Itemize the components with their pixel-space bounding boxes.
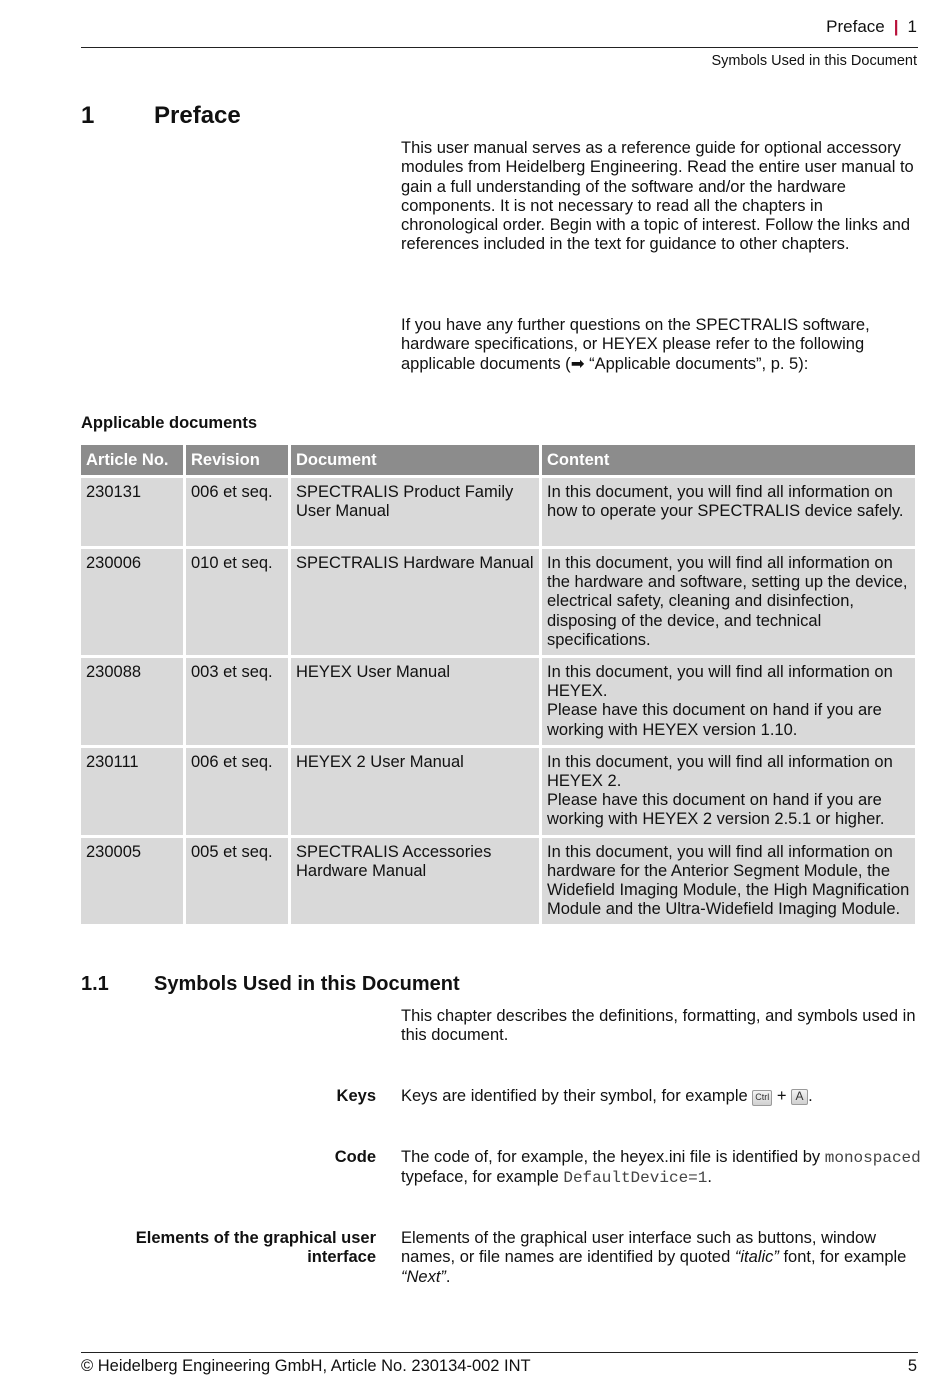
table-header-row — [81, 445, 915, 475]
column-header-article: Article No. — [81, 445, 183, 475]
cell-content-line: Please have this document on hand if you are working with HEYEX 2 version 2.5.1 or higher. — [547, 791, 885, 829]
cell-content-line: Please have this document on hand if you are working with HEYEX version 1.10. — [547, 701, 882, 739]
section-number: 1.1 — [81, 973, 109, 995]
code-text-2: typeface, for example — [401, 1168, 564, 1187]
header-separator: | — [893, 17, 899, 36]
ctrl-key-icon: Ctrl — [752, 1090, 772, 1106]
table-row — [81, 549, 915, 655]
cell-document: SPECTRALIS Accessories Hardware Manual — [291, 838, 539, 925]
column-header-content: Content — [542, 445, 915, 475]
cell-content: In this document, you will find all information on how to operate your SPECTRALIS device safely. — [542, 478, 915, 546]
code-mono-example-1: monospaced — [824, 1149, 921, 1167]
cell-revision: 005 et seq. — [186, 838, 288, 925]
code-text-1: The code of, for example, the heyex.ini file is identified by — [401, 1148, 825, 1166]
table-row — [81, 658, 915, 745]
cell-article: 230005 — [81, 838, 183, 925]
footer-divider — [81, 1352, 918, 1353]
keys-end: . — [808, 1087, 813, 1105]
cell-revision: 006 et seq. — [186, 478, 288, 546]
header-chapter: Preface — [826, 17, 885, 36]
cell-article: 230111 — [81, 748, 183, 835]
applicable-documents-table — [78, 442, 918, 927]
section-heading — [81, 973, 460, 996]
column-header-document: Document — [291, 445, 539, 475]
gui-italic-example-2: “Next” — [401, 1267, 446, 1286]
footer-page-number: 5 — [907, 1357, 917, 1375]
cell-content: In this document, you will find all information on hardware for the Anterior Segment Module, the Widefield Imaging Module, the High Magnification Module and the Ultra-Widefield Imaging Module. — [542, 838, 915, 925]
table-row — [81, 478, 915, 546]
cell-content-line: In this document, you will find all information on HEYEX 2. — [547, 752, 893, 791]
gui-text-1: Elements of the graphical user interface such as buttons, window names, or file names are identified by quoted — [401, 1229, 877, 1267]
intro-paragraph-2-end: ): — [798, 354, 809, 373]
code-end: . — [707, 1168, 712, 1187]
section-title: Symbols Used in this Document — [154, 973, 460, 995]
cell-document: SPECTRALIS Hardware Manual — [291, 549, 539, 655]
table-row — [81, 838, 915, 925]
cell-document: HEYEX User Manual — [291, 658, 539, 745]
symbols-intro: This chapter describes the definitions, formatting, and symbols used in this document. — [401, 1007, 916, 1045]
running-header — [826, 17, 917, 37]
keys-label: Keys — [336, 1087, 376, 1105]
gui-elements-label: Elements of the graphical user interface — [135, 1229, 376, 1267]
cell-content — [542, 748, 915, 835]
cell-revision: 010 et seq. — [186, 549, 288, 655]
cell-content — [542, 658, 915, 745]
column-header-revision: Revision — [186, 445, 288, 475]
cell-content-line: In this document, you will find all information on HEYEX. — [547, 663, 893, 701]
chapter-number: 1 — [81, 102, 95, 129]
code-mono-example-2: DefaultDevice=1 — [563, 1169, 708, 1188]
cell-article: 230088 — [81, 658, 183, 745]
intro-paragraph-2-text: If you have any further questions on the SPECTRALIS software, hardware specifications, or HEYEX please refer to the following applicable documents ( — [401, 316, 870, 373]
intro-paragraph-2 — [401, 316, 921, 374]
keys-plus: + — [772, 1087, 792, 1105]
header-divider — [81, 47, 918, 48]
gui-elements-description — [401, 1229, 921, 1287]
footer-copyright: © Heidelberg Engineering GmbH, Article No. 230134-002 INT — [81, 1357, 531, 1375]
gui-italic-example-1: “italic” — [734, 1248, 779, 1267]
cell-document: SPECTRALIS Product Family User Manual — [291, 478, 539, 546]
code-label: Code — [334, 1148, 376, 1166]
intro-paragraph-1: This user manual serves as a reference guide for optional accessory modules from Heidelberg Engineering. Read the entire user manual to gain a full understanding of the software and/or the hardware components. It is not necessary to read all the chapters in chronological order. Begin with a topic of interest. Follow the links and references included in the text for guidance to other chapters. — [401, 139, 914, 254]
applicable-documents-link[interactable]: “Applicable documents”, p. 5 — [584, 354, 799, 373]
cell-document: HEYEX 2 User Manual — [291, 748, 539, 835]
table-row — [81, 748, 915, 835]
gui-text-2: font, for example — [778, 1248, 907, 1267]
chapter-title: Preface — [154, 102, 241, 129]
keys-description — [401, 1087, 921, 1106]
header-page-number: 1 — [907, 17, 917, 36]
gui-end: . — [445, 1267, 451, 1286]
cell-content: In this document, you will find all information on the hardware and software, setting up the device, electrical safety, cleaning and disinfection, disposing of the device, and technical specifications. — [542, 549, 915, 655]
chapter-heading — [81, 102, 241, 130]
a-key-icon: A — [791, 1089, 808, 1105]
cell-revision: 006 et seq. — [186, 748, 288, 835]
cell-article: 230131 — [81, 478, 183, 546]
arrow-icon: ➡ — [570, 354, 585, 373]
code-description — [401, 1148, 921, 1189]
applicable-documents-label: Applicable documents — [81, 414, 258, 432]
header-subtitle: Symbols Used in this Document — [711, 53, 917, 69]
cell-revision: 003 et seq. — [186, 658, 288, 745]
cell-article: 230006 — [81, 549, 183, 655]
keys-text: Keys are identified by their symbol, for example — [401, 1087, 753, 1105]
